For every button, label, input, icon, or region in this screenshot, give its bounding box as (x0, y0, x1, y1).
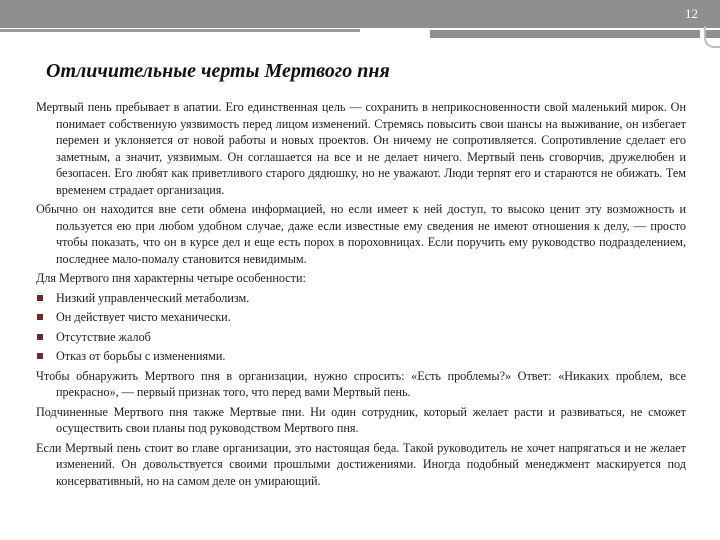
paragraph: Чтобы обнаружить Мертвого пня в организации, нужно спросить: «Есть проблемы?» Ответ: «Никаких проблем, все прекрасно», — первый признак того, что перед вами Мертвый пень. (36, 368, 686, 399)
slide-body (36, 99, 686, 492)
square-bullet-icon (37, 334, 43, 340)
bullet-text: Отказ от борьбы с изменениями. (56, 349, 226, 363)
corner-decoration (704, 26, 720, 48)
bullet-item (36, 348, 686, 365)
header-divider-left (0, 29, 360, 32)
page-number: 12 (685, 6, 698, 21)
square-bullet-icon (37, 295, 43, 301)
bullet-item (36, 309, 686, 326)
square-bullet-icon (37, 314, 43, 320)
bullet-text: Отсутствие жалоб (56, 329, 151, 344)
slide-title: Отличительные черты Мертвого пня (46, 60, 390, 82)
header-divider-right (430, 30, 700, 38)
square-bullet-icon (37, 353, 43, 359)
paragraph: Подчиненные Мертвого пня также Мертвые пни. Ни один сотрудник, который желает расти и развиваться, не сможет осуществить свои планы под руководством Мертвого пня. (36, 404, 686, 435)
bullet-item (36, 329, 686, 346)
paragraph: Обычно он находится вне сети обмена информацией, но если имеет к ней доступ, то высоко ценит эту возможность и пользуется ею при любом удобном случае, даже если известные ему сведения не имеют отношения к делу, — просто чтобы показать, что он в курсе дел и еще есть порох в пороховницах. Если поручить ему руководство подразделением, последнее мало-помалу становится невидимым. (36, 202, 686, 266)
header-bar (0, 0, 720, 28)
bullet-text: Он действует чисто механически. (56, 310, 231, 324)
bullet-text: Низкий управленческий метаболизм. (56, 290, 250, 305)
paragraph: Для Мертвого пня характерны четыре особенности: (36, 271, 306, 285)
paragraph: Если Мертвый пень стоит во главе организации, это настоящая беда. Такой руководитель не хочет напрягаться и не желает изменений. Он довольствуется своими прошлыми достижениями. Иногда подобный менеджмент маскируется под консервативный, но на самом деле он умирающий. (36, 440, 686, 488)
bullet-item (36, 290, 686, 307)
paragraph: Мертвый пень пребывает в апатии. Его единственная цель — сохранить в неприкосновенности свой маленький мирок. Он понимает собственную уязвимость перед лицом изменений. Стремясь повысить свои шансы на выживание, он избегает перемен и уклоняется от новой работы и новых проектов. Он ничему не сопротивляется. Сопротивление сделает его заметным, а значит, уязвимым. Он соглашается на все и не делает ничего. Мертвый пень сговорчив, дружелюбен и безопасен. Его любят как приветливого старого дядюшку, но не уважают. Люди терпят его и стараются не обижать. Тем временем страдает организация. (36, 100, 686, 197)
